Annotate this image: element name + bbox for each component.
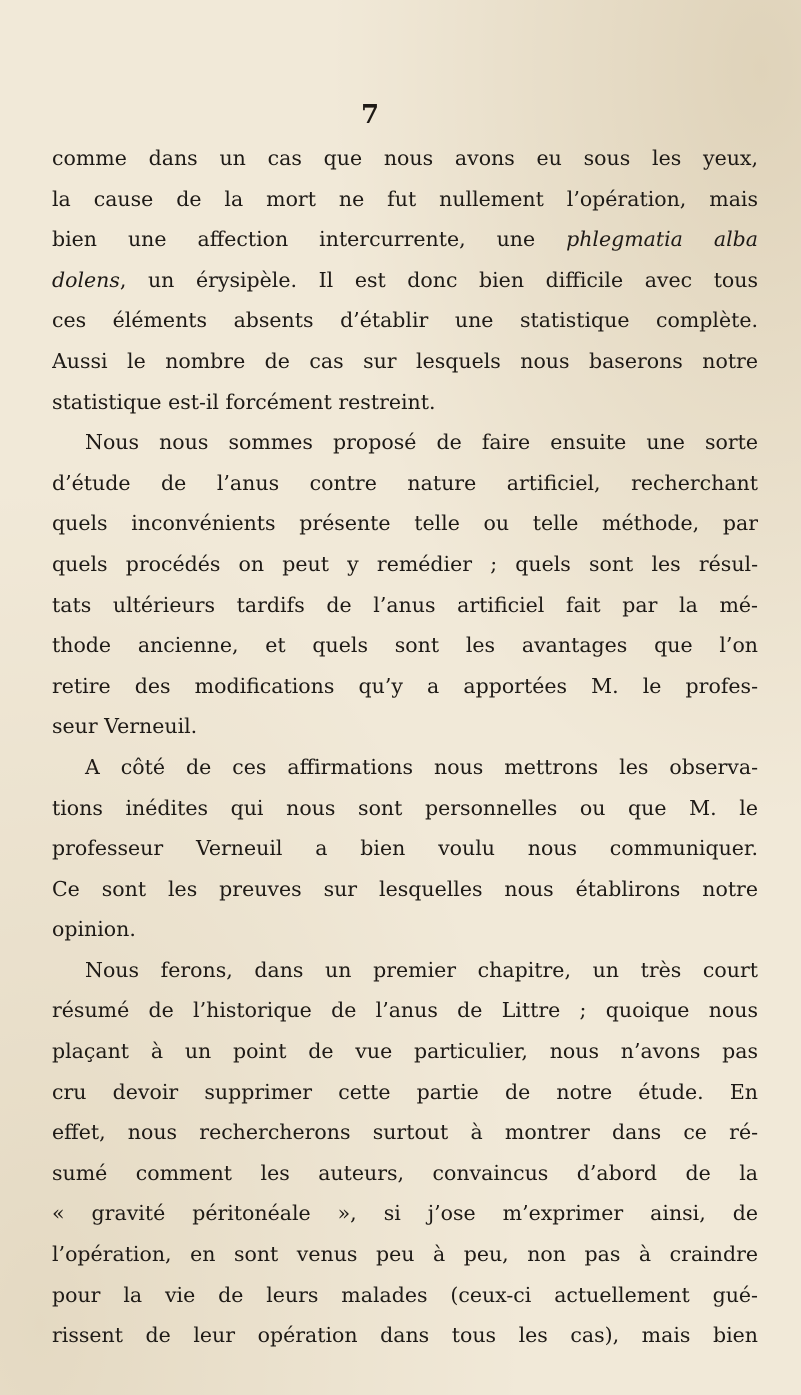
text-line: comme dans un cas que nous avons eu sous les yeux, <box>52 146 758 170</box>
text-line <box>52 260 758 301</box>
text-line: rissent de leur opération dans tous les cas), mais bien <box>52 1323 758 1348</box>
text-line: ces éléments absents d’établir une statistique complète. <box>52 308 758 333</box>
body-text <box>52 138 758 1356</box>
text-line: Nous ferons, dans un premier chapitre, un très court <box>85 957 758 982</box>
text-line: cru devoir supprimer cette partie de notre étude. En <box>52 1079 758 1104</box>
text-line: Nous nous sommes proposé de faire ensuite une sorte <box>85 430 758 455</box>
text-line: tats ultérieurs tardifs de l’anus artificiel fait par la mé- <box>52 592 758 617</box>
text-line: pour la vie de leurs malades (ceux-ci actuellement gué- <box>52 1282 758 1307</box>
text-line <box>52 219 758 260</box>
page-number: 7 <box>360 100 380 130</box>
text-line: l’opération, en sont venus peu à peu, non pas à craindre <box>52 1242 758 1267</box>
text-line: effet, nous rechercherons surtout à montrer dans ce ré- <box>52 1120 758 1145</box>
text-line: retire des modifications qu’y a apportées M. le profes- <box>52 673 758 698</box>
text-line: d’étude de l’anus contre nature artificiel, recherchant <box>52 470 758 495</box>
text-segment: bien une affection intercurrente, une <box>52 227 567 252</box>
text-segment: , un érysipèle. Il est donc bien difficile avec tous <box>119 267 758 292</box>
text-line: plaçant à un point de vue particulier, nous n’avons pas <box>52 1039 758 1064</box>
text-line: A côté de ces affirmations nous mettrons les observa- <box>85 754 758 779</box>
text-line: quels procédés on peut y remédier ; quels sont les résul- <box>52 551 758 576</box>
text-line: statistique est-il forcément restreint. <box>52 389 436 414</box>
text-line: thode ancienne, et quels sont les avantages que l’on <box>52 633 758 658</box>
text-line: sumé comment les auteurs, convaincus d’abord de la <box>52 1160 758 1185</box>
text-line: Aussi le nombre de cas sur lesquels nous baserons notre <box>52 348 758 373</box>
text-line: opinion. <box>52 917 136 942</box>
text-line: « gravité péritonéale », si j’ose m’exprimer ainsi, de <box>52 1201 758 1226</box>
text-line: seur Verneuil. <box>52 714 198 739</box>
text-line: professeur Verneuil a bien voulu nous communiquer. <box>52 836 758 861</box>
italic-term: phlegmatia alba <box>566 227 758 252</box>
text-line: quels inconvénients présente telle ou telle méthode, par <box>52 511 758 536</box>
text-line: la cause de la mort ne fut nullement l’opération, mais <box>52 186 758 211</box>
text-line: Ce sont les preuves sur lesquelles nous établirons notre <box>52 876 758 901</box>
italic-term: dolens <box>52 267 120 292</box>
text-line: tions inédites qui nous sont personnelles ou que M. le <box>52 795 758 820</box>
text-line: résumé de l’historique de l’anus de Littre ; quoique nous <box>52 998 758 1023</box>
